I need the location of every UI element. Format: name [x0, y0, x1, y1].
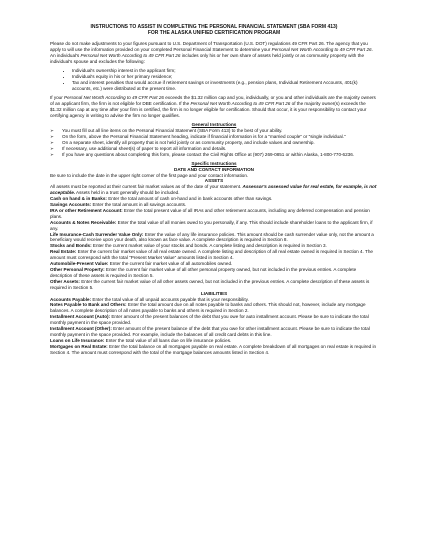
general-instructions-list [50, 128, 378, 158]
intro-p2-text-b: exceeds the $1.32 million cap and you, individually, or you and other individuals are the majority owners of an applicant firm, the firm is not eligible for DBE certification. If the [50, 95, 376, 107]
assessor-value-warning: Assessor's assessed value for real estate, for example, is not acceptable. [50, 184, 377, 196]
liability-entry: Installment Account (Auto): Enter amount of the present balances of the debt that you owe for auto installment account. Please be sure to indicate the total monthly payment in the space provided. [50, 314, 369, 326]
intro-p1-text-c: includes only his or her own share of assets held jointly or as community property with the individual's spouse and excludes the following: [50, 52, 365, 64]
liability-entry: Installment Account (Other): Enter amount of the present balance of the debt that you owe for other installment account. Please be sure to indicate the total monthly payment in the space provided. For example, include the balances of all credit card debts in this line. [50, 326, 370, 337]
liability-entry: Accounts Payable: Enter the total value of all unpaid accounts payable that is your responsibility. [50, 296, 249, 302]
asset-entry: Real Estate: Enter the current fair market value of all real estate owned. A complete listing and description of all real estate owned is required in Section 4. The amount must correspond with the total "Present Market Value" amounts listed in Section 4. [50, 249, 373, 261]
list-item: ➢ On a separate sheet, identify all property that is not held jointly or as community property, and include values and ownership. [50, 139, 315, 145]
liability-entry: Loans on Life Insurance: Enter the total value of all loans due on life insurance policies. [50, 337, 232, 343]
list-item: • Individual's equity in his or her primary residence; [72, 74, 378, 80]
asset-entry: Other Personal Property: Enter the current fair market value of all other personal property owned, but not included in the previous entries. A complete description of these assets is required in Section 5. [50, 267, 357, 278]
intro-p2-text-c: of the majority owner(s) exceeds the $1.32 million cap at any time after your firm is certified, the firm is no longer eligible for certification. Should that occur, it is your responsibility to contact your certifying agency in writing to advise the firm no longer qualifies. [50, 101, 367, 119]
date-contact-text: Be sure to include the date in the upper right corner of the first page and your contact information. [50, 172, 249, 178]
arrow-bullet-icon: ➢ [50, 134, 54, 140]
liability-entry: Mortgages on Real Estate: Enter the total balance on all mortgages payable on real estate. A complete breakdown of all mortgages on real estate is required in Section 4. The amount must correspond with the total of the mortgage balances amounts listed in Section 4. [50, 343, 377, 355]
list-item: ➢ If necessary, use additional sheet(s) of paper to report all information and details. [50, 145, 227, 151]
asset-entry: Stocks and Bonds: Enter the current market value of your stocks and bonds. A complete listing and description is required in Section 3. [50, 243, 327, 249]
intro-p2-pnw-2: Personal Net Worth According to 49 CFR Part 26 [190, 101, 291, 107]
specific-instructions-heading: Specific Instructions [191, 160, 237, 166]
intro-p1-pnw-2: Personal Net Worth According to 49 CFR Part 26 [80, 52, 181, 58]
intro-p1-text-b: . An individual's [50, 46, 373, 58]
intro-paragraph-1 [50, 41, 378, 65]
asset-entry: IRA or other Retirement Account: Enter the total present value of all IRAs and other retirement accounts, including any deferred compensation and pension plans. [50, 207, 370, 219]
arrow-bullet-icon: ➢ [50, 145, 54, 151]
arrow-bullet-icon: ➢ [50, 139, 54, 145]
intro-paragraph-2 [50, 95, 378, 119]
list-item: • Individual's ownership interest in the applicant firm; [72, 68, 378, 74]
asset-entry: Savings Accounts: Enter the total amount in all savings accounts. [50, 202, 187, 208]
list-item: • Tax and interest penalties that would accrue if retirement savings or investments (e.g., pension plans, Individual Retirement Accounts, 401(k) accounts, etc.) were distributed at the present time. [72, 80, 378, 92]
intro-p1-pnw: Personal Net Worth According to 49 CFR Part 26 [271, 46, 372, 52]
list-item: ➢ You must fill out all line items on the Personal Financial Statement (SBA Form 413) to the best of your ability. [50, 128, 283, 134]
general-instructions-heading: General Instructions [191, 122, 237, 128]
list-item: ➢ If you have any questions about completing this form, please contact the Civil Rights Office at (907) 269-0851 or within Alaska, 1-800-770-6236. [50, 151, 355, 157]
asset-entry: Other Assets: Enter the current fair market value of all other assets owned, but not included in the previous entries. A complete description of these assets is required in Section 5. [50, 278, 370, 290]
list-item: ➢ On the form, above the Personal Financial Statement heading, indicate if financial information is for a "married couple" or "single individual." [50, 134, 346, 140]
liabilities-list [50, 297, 378, 356]
liability-entry: Notes Payable to Bank and Others: Enter the total amount due on all notes payable to banks and others. This should not, however, include any mortgage balances. A complete description of all notes payable to banks and others is required in Section 2. [50, 302, 366, 314]
arrow-bullet-icon: ➢ [50, 151, 54, 157]
asset-entry: Life Insurance-Cash Surrender Value Only: Enter the value of any life insurance policies. This amount should be cash surrender value only, not the amount a beneficiary would receive upon your death, also known as face value. A complete description is required in Section 8. [50, 231, 374, 243]
asset-entry: Cash on hand & in Banks: Enter the total amount of cash on-hand and in bank accounts other than savings. [50, 196, 273, 202]
intro-p2-pnw: Personal Net Worth According to 49 CFR Part 26 [64, 95, 164, 101]
asset-entry: Accounts & Notes Receivable: Enter the total value of all monies owed to you personally, if any. This should include shareholder loans to the applicant firm, if any. [50, 219, 373, 231]
date-contact-heading: DATE AND CONTACT INFORMATION [174, 166, 254, 172]
exclusion-list [50, 68, 378, 92]
arrow-bullet-icon: ➢ [50, 128, 54, 134]
liabilities-heading: LIABILITIES [200, 290, 228, 296]
document-title-line-2: FOR THE ALASKA UNIFIED CERTIFICATION PROGRAM [147, 30, 281, 36]
intro-p2-text-a: If your [50, 95, 65, 101]
asset-entry: Automobile-Present Value: Enter the current fair market value of all automobiles owned. [50, 261, 233, 267]
assets-heading: ASSETS [204, 178, 224, 184]
assets-list [50, 196, 378, 291]
document-title-line-1: INSTRUCTIONS TO ASSIST IN COMPLETING THE PERSONAL FINANCIAL STATEMENT (SBA FORM 413) [90, 24, 338, 30]
assets-intro: All assets must be reported at their current fair market values as of the date of your statement. Assessor's assessed value for real estate, for example, is not acceptable. Assets held in a trust generally should be included. [50, 184, 377, 196]
intro-p1-text-a: Please do not make adjustments to your figures pursuant to U.S. Department of Transportation (U.S. DOT) regulations 49 CFR Part 26. The agency that you apply to will use the information provided on your completed Personal Financial Statement to determine your [50, 41, 368, 52]
